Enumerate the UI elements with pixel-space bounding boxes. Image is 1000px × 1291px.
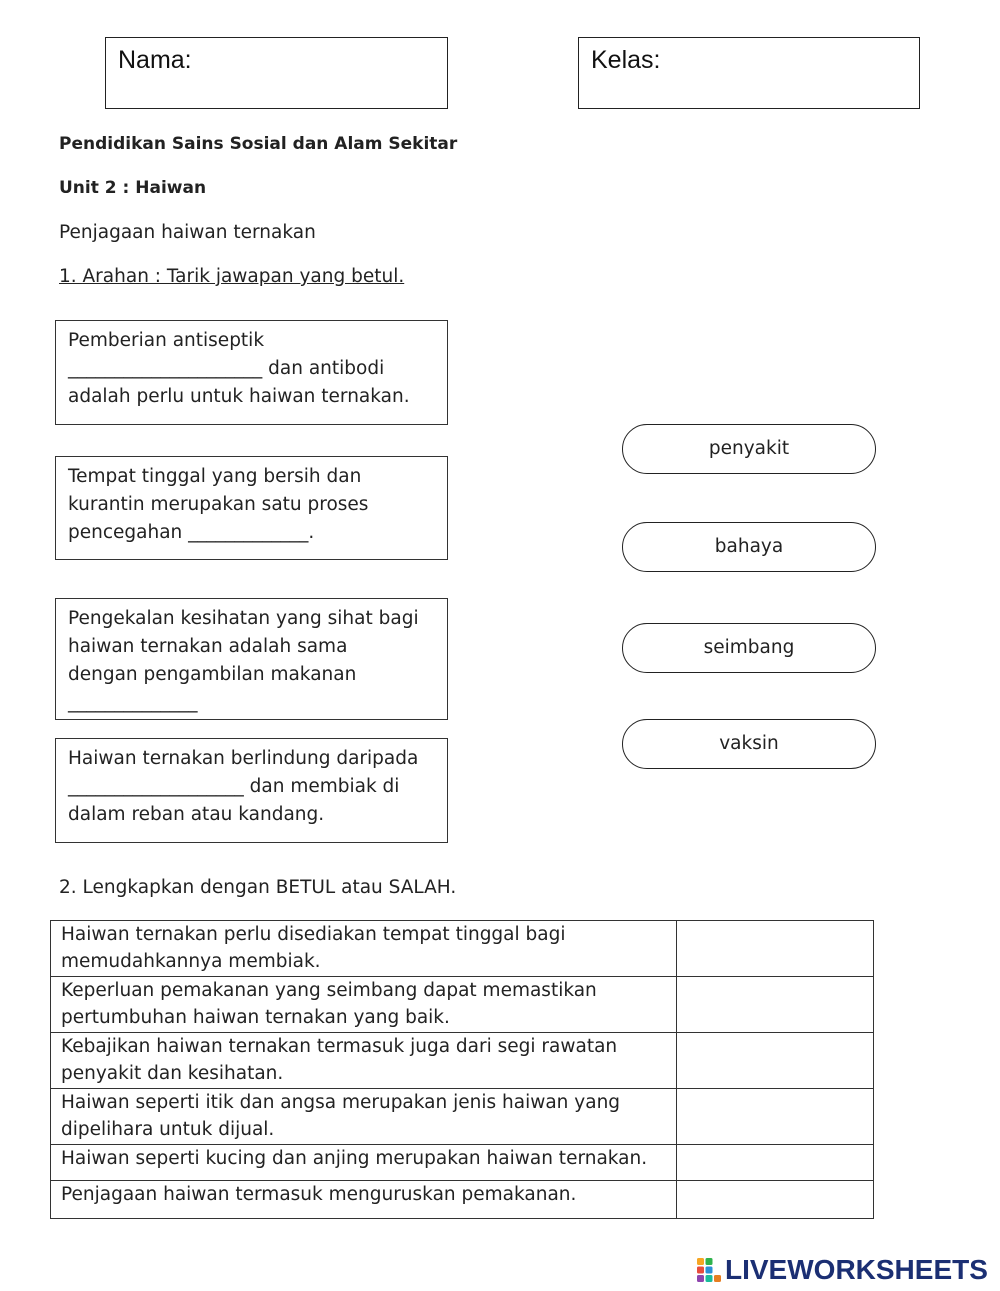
section1-instruction: 1. Arahan : Tarik jawapan yang betul. bbox=[59, 266, 405, 287]
statement-line: pertumbuhan haiwan ternakan yang baik. bbox=[61, 1007, 450, 1028]
statement-line: Haiwan ternakan perlu disediakan tempat tinggal bagi bbox=[61, 924, 566, 945]
table-row bbox=[51, 1181, 874, 1219]
question-line: Tempat tinggal yang bersih dan bbox=[68, 466, 362, 487]
question-line: kurantin merupakan satu proses bbox=[68, 494, 369, 515]
question-line: ______________ bbox=[68, 692, 198, 713]
name-field[interactable] bbox=[105, 37, 448, 109]
statement-line: Kebajikan haiwan ternakan termasuk juga dari segi rawatan bbox=[61, 1036, 618, 1057]
answer-input-cell[interactable] bbox=[677, 1145, 874, 1181]
statement-line: Penjagaan haiwan termasuk menguruskan pemakanan. bbox=[61, 1184, 577, 1205]
answer-pill-seimbang[interactable]: seimbang bbox=[622, 623, 876, 673]
logo-text: LIVEWORKSHEETS bbox=[725, 1254, 988, 1285]
question-line: haiwan ternakan adalah sama bbox=[68, 636, 348, 657]
answer-input-cell[interactable] bbox=[677, 1089, 874, 1145]
question-line: dengan pengambilan makanan bbox=[68, 664, 357, 685]
question-line: ___________________ dan membiak di bbox=[68, 776, 400, 797]
subject-title: Pendidikan Sains Sosial dan Alam Sekitar bbox=[59, 134, 458, 154]
question-box-2[interactable] bbox=[55, 456, 448, 560]
class-field[interactable] bbox=[578, 37, 920, 109]
question-box-1[interactable] bbox=[55, 320, 448, 425]
answer-input-cell[interactable] bbox=[677, 921, 874, 977]
question-line: Pemberian antiseptik bbox=[68, 330, 265, 351]
answer-pill-penyakit[interactable]: penyakit bbox=[622, 424, 876, 474]
statement-line: Keperluan pemakanan yang seimbang dapat memastikan bbox=[61, 980, 597, 1001]
question-line: _____________________ dan antibodi bbox=[68, 358, 385, 379]
table-row bbox=[51, 1033, 874, 1089]
table-row bbox=[51, 1145, 874, 1181]
statement-line: memudahkannya membiak. bbox=[61, 951, 321, 972]
answer-input-cell[interactable] bbox=[677, 977, 874, 1033]
statement-cell bbox=[51, 1145, 677, 1181]
statement-cell bbox=[51, 977, 677, 1033]
answer-pill-bahaya[interactable]: bahaya bbox=[622, 522, 876, 572]
answer-input-cell[interactable] bbox=[677, 1181, 874, 1219]
statement-cell bbox=[51, 921, 677, 977]
topic-title: Penjagaan haiwan ternakan bbox=[59, 222, 316, 243]
question-line: Pengekalan kesihatan yang sihat bagi bbox=[68, 608, 419, 629]
statement-cell bbox=[51, 1089, 677, 1145]
name-label: Nama: bbox=[118, 46, 192, 74]
unit-title: Unit 2 : Haiwan bbox=[59, 178, 207, 198]
section2-instruction: 2. Lengkapkan dengan BETUL atau SALAH. bbox=[59, 877, 457, 898]
answer-input-cell[interactable] bbox=[677, 1033, 874, 1089]
question-box-4[interactable] bbox=[55, 738, 448, 843]
statement-cell bbox=[51, 1181, 677, 1219]
class-label: Kelas: bbox=[591, 46, 661, 74]
answer-pill-vaksin[interactable]: vaksin bbox=[622, 719, 876, 769]
statement-line: penyakit dan kesihatan. bbox=[61, 1063, 284, 1084]
liveworksheets-logo-icon bbox=[696, 1257, 722, 1283]
statement-line: dipelihara untuk dijual. bbox=[61, 1119, 275, 1140]
statement-cell bbox=[51, 1033, 677, 1089]
liveworksheets-logo[interactable] bbox=[696, 1255, 988, 1285]
true-false-table bbox=[50, 920, 874, 1219]
table-row bbox=[51, 977, 874, 1033]
statement-line: Haiwan seperti itik dan angsa merupakan jenis haiwan yang bbox=[61, 1092, 621, 1113]
table-row bbox=[51, 921, 874, 977]
statement-line: Haiwan seperti kucing dan anjing merupakan haiwan ternakan. bbox=[61, 1148, 648, 1169]
table-row bbox=[51, 1089, 874, 1145]
question-line: adalah perlu untuk haiwan ternakan. bbox=[68, 386, 410, 407]
question-line: dalam reban atau kandang. bbox=[68, 804, 325, 825]
question-line: pencegahan _____________. bbox=[68, 522, 315, 543]
question-line: Haiwan ternakan berlindung daripada bbox=[68, 748, 419, 769]
question-box-3[interactable] bbox=[55, 598, 448, 720]
